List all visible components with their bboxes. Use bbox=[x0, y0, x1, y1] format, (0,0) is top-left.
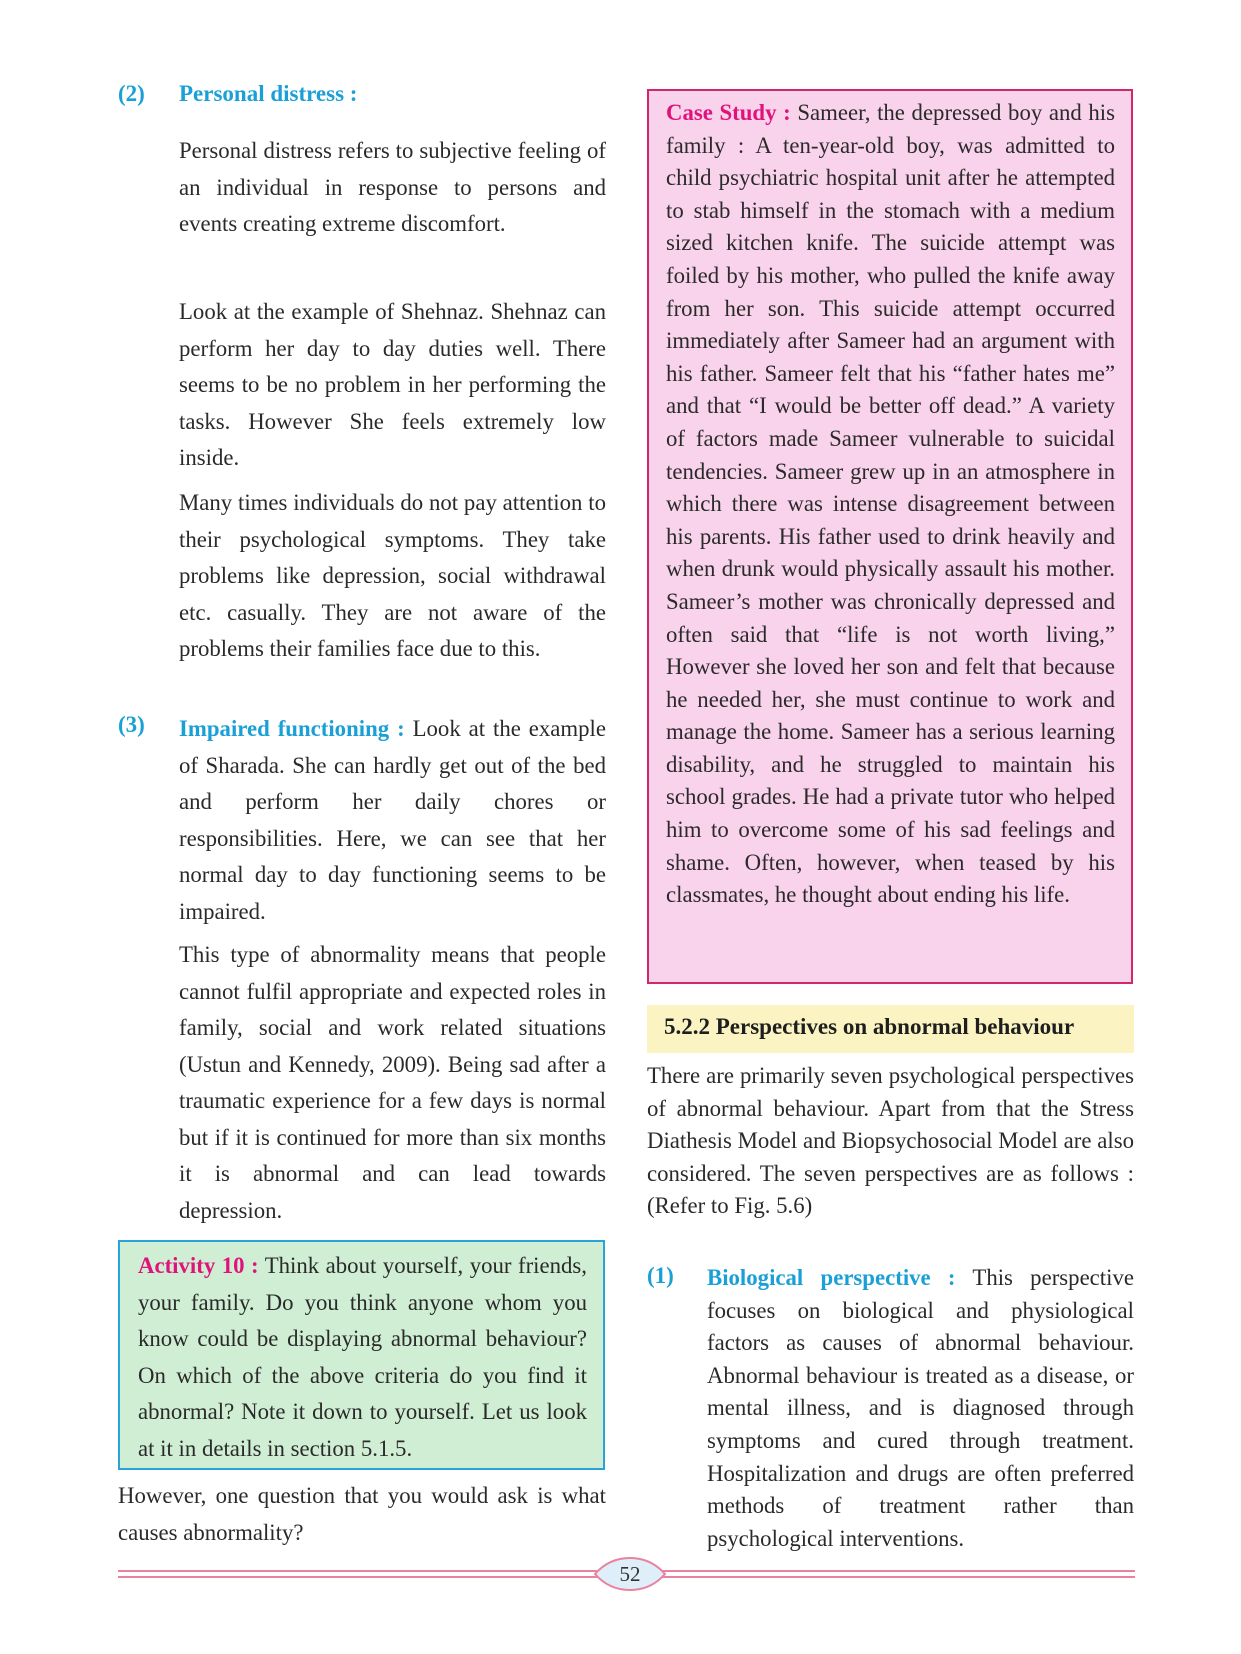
impaired-functioning-heading: Impaired functioning : bbox=[179, 716, 405, 741]
activity-label: Activity 10 : bbox=[138, 1253, 259, 1278]
activity-text bbox=[138, 1248, 587, 1468]
personal-distress-para-2: Look at the example of Shehnaz. Shehnaz can perform her day to day duties well. There seems to be no problem in her performing the tasks. However She feels extremely low inside. bbox=[179, 299, 606, 470]
impaired-functioning-text: Look at the example of Sharada. She can hardly get out of the bed and perform her daily chores or responsibilities. Here, we can see that her normal day to day functioning seems to be impaired. bbox=[179, 716, 606, 924]
page-number: 52 bbox=[619, 1562, 641, 1586]
closing-question: However, one question that you would ask is what causes abnormality? bbox=[118, 1483, 606, 1545]
page-number-badge bbox=[593, 1556, 667, 1592]
item-number-2: (2) bbox=[118, 81, 145, 106]
personal-distress-para-1: Personal distress refers to subjective feeling of an individual in response to persons and events creating extreme discomfort. bbox=[179, 138, 606, 236]
case-study-label: Case Study : bbox=[666, 100, 791, 125]
case-study-text bbox=[666, 97, 1115, 912]
impaired-functioning-para-1 bbox=[179, 711, 606, 930]
biological-perspective-para bbox=[707, 1262, 1134, 1555]
impaired-functioning-para-2: This type of abnormality means that people cannot fulfil appropriate and expected roles in family, social and work related situations (Ustun and Kennedy, 2009). Being sad after a traumatic experience for a few days is normal but if it is continued for more than six months it is abnormal and can lead towards depression. bbox=[179, 942, 606, 1223]
perspectives-intro: There are primarily seven psychological perspectives of abnormal behaviour. Apart from that the Stress Diathesis Model and Biopsychosocial Model are also considered. The seven perspectives are as follows : (Refer to Fig. 5.6) bbox=[647, 1063, 1134, 1218]
activity-box bbox=[118, 1240, 605, 1470]
item-number-3: (3) bbox=[118, 712, 145, 737]
biological-perspective-text: This perspective focuses on biological and physiological factors as causes of abnormal behaviour. Abnormal behaviour is treated as a disease, or mental illness, and is diagnosed through symptoms and cured through treatment. Hospitalization and drugs are often preferred methods of treatment rather than psychological interventions. bbox=[707, 1265, 1134, 1551]
case-study-box bbox=[647, 89, 1133, 984]
personal-distress-para-3: Many times individuals do not pay attention to their psychological symptoms. They take problems like depression, social withdrawal etc. casually. They are not aware of the problems their families face due to this. bbox=[179, 490, 606, 661]
section-heading-5-2-2: 5.2.2 Perspectives on abnormal behaviour bbox=[647, 1005, 1134, 1053]
personal-distress-heading: Personal distress : bbox=[179, 81, 358, 106]
case-study-body: Sameer, the depressed boy and his family : A ten-year-old boy, was admitted to child psychiatric hospital unit after he attempted to stab himself in the stomach with a medium sized kitchen knife. The suicide attempt was foiled by his mother, who pulled the knife away from her son. This suicide attempt occurred immediately after Sameer had an argument with his father. Sameer felt that his “father hates me” and that “I would be better off dead.” A variety of factors made Sameer vulnerable to suicidal tendencies. Sameer grew up in an atmosphere in which there was intense disagreement between his parents. His father used to drink heavily and when drunk would physically assault his mother. Sameer’s mother was chronically depressed and often said that “life is not worth living,” However she loved her son and felt that because he needed her, she must continue to work and manage the home. Sameer has a serious learning disability, and he struggled to maintain his school grades. He had a private tutor who helped him to overcome some of his sad feelings and shame. Often, however, when teased by his classmates, he thought about ending his life. bbox=[666, 100, 1115, 908]
item-number-1: (1) bbox=[647, 1263, 674, 1288]
activity-body: Think about yourself, your friends, your family. Do you think anyone whom you know could be displaying abnormal behaviour? On which of the above criteria do you find it abnormal? Note it down to yourself. Let us look at it in details in section 5.1.5. bbox=[138, 1253, 587, 1461]
biological-perspective-heading: Biological perspective : bbox=[707, 1265, 956, 1290]
